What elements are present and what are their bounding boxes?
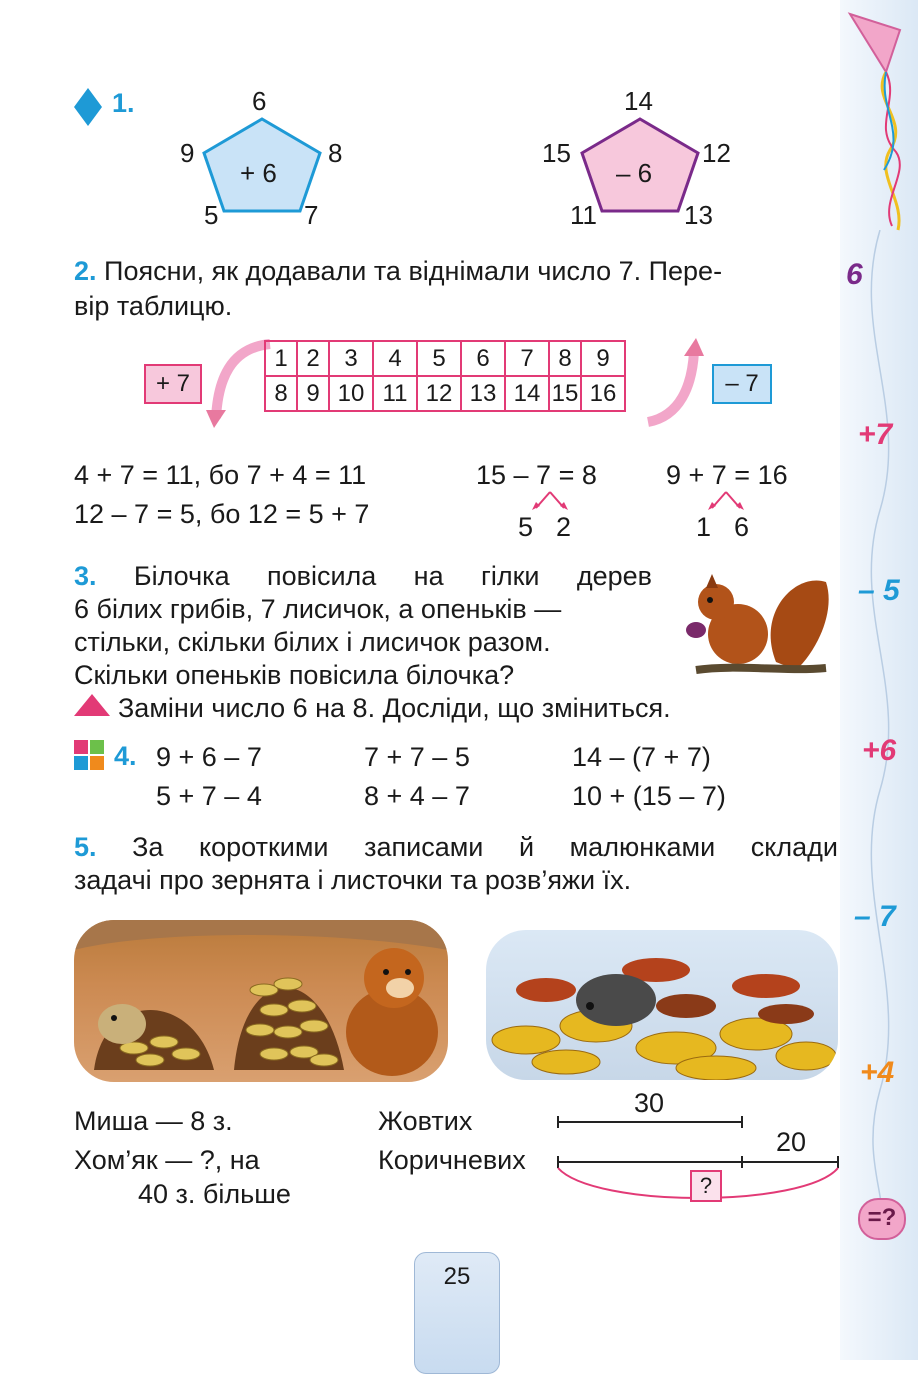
ex4-r2c3: 10 + (15 – 7) <box>572 781 726 811</box>
p2-left: 15 <box>542 138 571 168</box>
p1-center: + 6 <box>240 158 277 188</box>
ex4-r2c2: 8 + 4 – 7 <box>364 781 470 811</box>
table-cell: 2 <box>297 341 329 376</box>
split-2a: 1 <box>696 512 712 542</box>
ex4-r1c2: 7 + 7 – 5 <box>364 742 470 772</box>
ex2-line2: вір таблицю. <box>74 291 233 321</box>
sidebar-item-6: 6 <box>846 258 863 291</box>
ex5-line1 <box>74 830 838 864</box>
mouse-line: Миша — 8 з. <box>74 1106 233 1136</box>
eq-4: 9 + 7 = 16 <box>666 460 788 490</box>
sidebar-item-plus7: +7 <box>858 418 893 451</box>
split-2b: 6 <box>734 512 750 542</box>
triangle-icon <box>74 694 110 718</box>
sidebar-strip <box>840 0 918 1360</box>
eq-2: 12 – 7 = 5, бо 12 = 5 + 7 <box>74 499 370 529</box>
table-cell: 6 <box>461 341 505 376</box>
ex1-number: 1. <box>112 88 135 118</box>
ex2-number: 2. <box>74 256 97 286</box>
table-cell: 16 <box>581 376 625 411</box>
table-cell: 13 <box>461 376 505 411</box>
p1-left: 9 <box>180 138 195 168</box>
p2-top: 14 <box>624 86 653 116</box>
eq-3: 15 – 7 = 8 <box>476 460 597 490</box>
question-box: ? <box>690 1170 722 1202</box>
plus7-box: + 7 <box>144 364 202 404</box>
table-cell: 9 <box>297 376 329 411</box>
p1-right: 8 <box>328 138 343 168</box>
table-cell: 7 <box>505 341 549 376</box>
split-arrows-1 <box>528 488 572 512</box>
ex3-extra: Заміни число 6 на 8. Досліди, що зміниться. <box>118 693 671 723</box>
p2-center: – 6 <box>616 158 653 188</box>
sidebar-item-plus6: +6 <box>862 734 897 767</box>
sidebar-item-minus7: – 7 <box>854 900 896 933</box>
ex5-line2: задачі про зернята і листочки та розв’яжи їх. <box>74 865 632 895</box>
kite-icon <box>780 0 918 260</box>
table-cell: 4 <box>373 341 417 376</box>
table-cell: 5 <box>417 341 461 376</box>
ex4-r2c1: 5 + 7 – 4 <box>156 781 262 811</box>
ex3-line2: 6 білих грибів, 7 лисичок, а опеньків — <box>74 594 562 624</box>
addition-table <box>264 340 626 412</box>
ex5-number: 5. <box>74 832 97 862</box>
table-row-bottom <box>265 376 625 411</box>
table-row-top <box>265 341 625 376</box>
table-cell: 11 <box>373 376 417 411</box>
ex3-line3: стільки, скільки білих і лисичок разом. <box>74 627 551 657</box>
ex5-text-1: За короткими записами й малюнками склади <box>132 832 838 862</box>
value-30: 30 <box>634 1088 665 1118</box>
table-cell: 1 <box>265 341 297 376</box>
ex4-number: 4. <box>114 741 137 771</box>
hedgehog-image <box>486 930 838 1080</box>
brown-label: Коричневих <box>378 1145 526 1175</box>
p2-bottom-left: 11 <box>570 200 597 230</box>
more-line: 40 з. більше <box>138 1179 291 1209</box>
split-arrows-2 <box>704 488 748 512</box>
hamster-image <box>74 920 448 1082</box>
table-cell: 8 <box>549 341 581 376</box>
table-cell: 3 <box>329 341 373 376</box>
table-cell: 10 <box>329 376 373 411</box>
p2-bottom-right: 13 <box>684 200 713 230</box>
hamster-line: Хом’як — ?, на <box>74 1145 260 1175</box>
value-20: 20 <box>776 1127 807 1157</box>
ex4-r1c1: 9 + 6 – 7 <box>156 742 262 772</box>
diamond-icon <box>74 88 102 126</box>
table-cell: 14 <box>505 376 549 411</box>
table-cell: 9 <box>581 341 625 376</box>
p2-right: 12 <box>702 138 731 168</box>
page-number: 25 <box>443 1263 471 1290</box>
ex3-number: 3. <box>74 561 97 591</box>
p1-bottom-right: 7 <box>304 200 319 230</box>
page-tab <box>414 1252 500 1374</box>
ex3-text-1: Білочка повісила на гілки дерев <box>133 561 652 591</box>
p1-top: 6 <box>252 86 267 116</box>
sidebar-item-question: =? <box>858 1198 906 1240</box>
ex2-line1 <box>74 254 838 288</box>
squares-icon <box>74 740 104 770</box>
table-cell: 15 <box>549 376 581 411</box>
squirrel-image <box>676 552 836 682</box>
split-1a: 5 <box>518 512 534 542</box>
split-1b: 2 <box>556 512 572 542</box>
table-cell: 8 <box>265 376 297 411</box>
arrow-right-curve <box>640 336 710 436</box>
table-cell: 12 <box>417 376 461 411</box>
ex3-line4: Скільки опеньків повісила білочка? <box>74 660 515 690</box>
sidebar-item-plus4: +4 <box>860 1056 895 1089</box>
yellow-label: Жовтих <box>378 1106 473 1136</box>
ex4-r1c3: 14 – (7 + 7) <box>572 742 711 772</box>
sidebar-item-minus5: – 5 <box>858 574 900 607</box>
ex3-line1 <box>74 559 652 593</box>
ex2-text-1: Поясни, як додавали та віднімали число 7. Пере- <box>104 256 723 286</box>
p1-bottom-left: 5 <box>204 200 219 230</box>
minus7-box: – 7 <box>712 364 772 404</box>
eq-1: 4 + 7 = 11, бо 7 + 4 = 11 <box>74 460 367 490</box>
